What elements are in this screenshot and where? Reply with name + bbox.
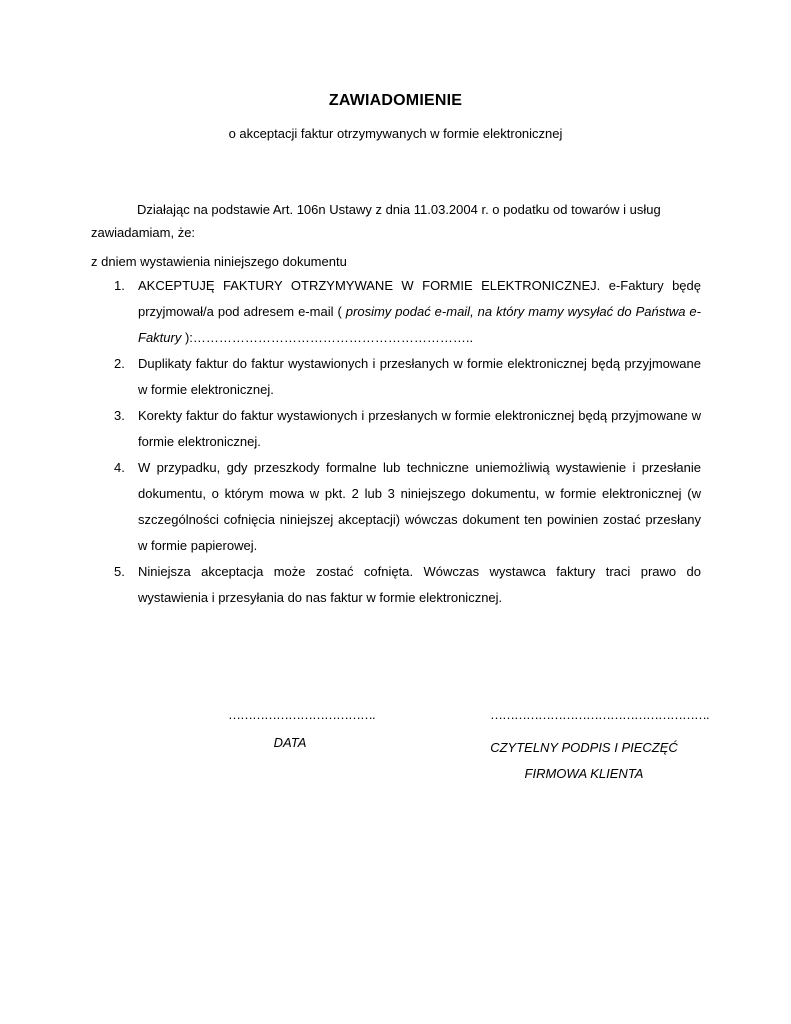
clause-text: Niniejsza akceptacja może zostać cofnięta. Wówczas wystawca faktury traci prawo do wystawienia i przesyłania do nas faktur w formie elektronicznej. [138, 564, 701, 605]
clause-text: AKCEPTUJĘ FAKTURY OTRZYMYWANE W FORMIE ELEKTRONICZNEJ. e-Faktury będę przyjmował/a pod adresem e-mail ( [138, 278, 701, 319]
signature-label-line2: FIRMOWA KLIENTA [524, 766, 644, 781]
clause-text: Korekty faktur do faktur wystawionych i przesłanych w formie elektronicznej będą przyjmowane w formie elektronicznej. [138, 408, 701, 449]
intro-paragraph: Działając na podstawie Art. 106n Ustawy z dnia 11.03.2004 r. o podatku od towarów i usług zawiadamiam, że: [91, 202, 661, 240]
document-title: ZAWIADOMIENIE [328, 92, 463, 109]
list-item-number: 3. [114, 408, 125, 423]
list-item [91, 403, 701, 455]
list-item-number: 4. [114, 460, 125, 475]
date-label: DATA [273, 735, 307, 750]
acceptance-clauses-list [91, 273, 701, 611]
list-item [91, 455, 701, 559]
signature-label [486, 735, 682, 787]
clause-text: Duplikaty faktur do faktur wystawionych i przesłanych w formie elektronicznej będą przyjmowane w formie elektronicznej. [138, 356, 701, 397]
clause-text: W przypadku, gdy przeszkody formalne lub techniczne uniemożliwią wystawienie i przesłanie dokumentu, o którym mowa w pkt. 2 lub 3 niniejszego dokumentu, w formie elektronicznej (w szczególności cofnięcia niniejszej akceptacji) wówczas dokument ten powinien zostać przesłany w formie papierowej. [138, 460, 701, 553]
clause-italic-note: prosimy podać e-mail, na który mamy wysyłać do Państwa e-Faktury [138, 304, 701, 345]
intro-line-effective-date: z dniem wystawienia niniejszego dokumentu [91, 254, 347, 269]
email-fill-line: ):……………………………………………………….. [181, 330, 474, 345]
list-item-number: 1. [114, 278, 125, 293]
list-item-number: 2. [114, 356, 125, 371]
list-item [91, 559, 701, 611]
list-item-number: 5. [114, 564, 125, 579]
signature-fill-line: ………………………………………………. [490, 707, 709, 722]
list-item [91, 351, 701, 403]
signature-label-line1: CZYTELNY PODPIS I PIECZĘĆ [490, 740, 678, 755]
list-item [91, 273, 701, 351]
document-subtitle: o akceptacji faktur otrzymywanych w formie elektronicznej [228, 126, 563, 141]
date-fill-line: ………………………………. [228, 707, 375, 722]
